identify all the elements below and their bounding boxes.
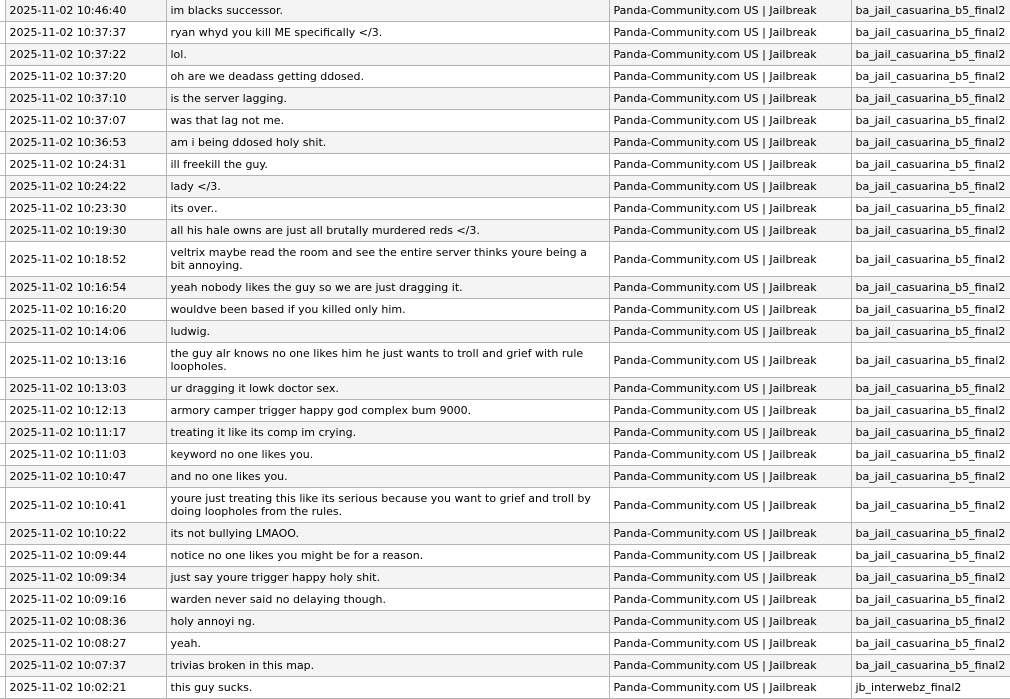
timestamp-cell: 2025-11-02 10:14:06 [5, 321, 166, 343]
timestamp-cell: 2025-11-02 10:09:16 [5, 589, 166, 611]
map-name-cell: ba_jail_casuarina_b5_final2 [851, 44, 1010, 66]
message-cell: ryan whyd you kill ME specifically </3. [166, 22, 609, 44]
map-name-cell: ba_jail_casuarina_b5_final2 [851, 176, 1010, 198]
table-row [0, 655, 1010, 677]
map-name-cell: ba_jail_casuarina_b5_final2 [851, 299, 1010, 321]
message-cell: notice no one likes you might be for a reason. [166, 545, 609, 567]
message-cell: treating it like its comp im crying. [166, 422, 609, 444]
map-name-cell: ba_jail_casuarina_b5_final2 [851, 88, 1010, 110]
table-row [0, 466, 1010, 488]
timestamp-cell: 2025-11-02 10:37:10 [5, 88, 166, 110]
timestamp-cell: 2025-11-02 10:13:03 [5, 378, 166, 400]
message-cell: all his hale owns are just all brutally murdered reds </3. [166, 220, 609, 242]
table-row [0, 220, 1010, 242]
map-name-cell: ba_jail_casuarina_b5_final2 [851, 242, 1010, 277]
message-cell: yeah. [166, 633, 609, 655]
timestamp-cell: 2025-11-02 10:16:20 [5, 299, 166, 321]
server-name-cell: Panda-Community.com US | Jailbreak [609, 567, 851, 589]
map-name-cell: ba_jail_casuarina_b5_final2 [851, 523, 1010, 545]
timestamp-cell: 2025-11-02 10:11:17 [5, 422, 166, 444]
timestamp-cell: 2025-11-02 10:16:54 [5, 277, 166, 299]
message-cell: veltrix maybe read the room and see the entire server thinks youre being a bit annoying. [166, 242, 609, 277]
server-name-cell: Panda-Community.com US | Jailbreak [609, 88, 851, 110]
timestamp-cell: 2025-11-02 10:09:34 [5, 567, 166, 589]
message-cell: its over.. [166, 198, 609, 220]
map-name-cell: ba_jail_casuarina_b5_final2 [851, 378, 1010, 400]
message-cell: ludwig. [166, 321, 609, 343]
timestamp-cell: 2025-11-02 10:10:22 [5, 523, 166, 545]
server-name-cell: Panda-Community.com US | Jailbreak [609, 154, 851, 176]
server-name-cell: Panda-Community.com US | Jailbreak [609, 545, 851, 567]
timestamp-cell: 2025-11-02 10:37:07 [5, 110, 166, 132]
server-name-cell: Panda-Community.com US | Jailbreak [609, 466, 851, 488]
map-name-cell: ba_jail_casuarina_b5_final2 [851, 277, 1010, 299]
table-row [0, 110, 1010, 132]
table-row [0, 523, 1010, 545]
map-name-cell: ba_jail_casuarina_b5_final2 [851, 422, 1010, 444]
map-name-cell: ba_jail_casuarina_b5_final2 [851, 110, 1010, 132]
message-cell: lady </3. [166, 176, 609, 198]
message-cell: holy annoyi ng. [166, 611, 609, 633]
map-name-cell: ba_jail_casuarina_b5_final2 [851, 400, 1010, 422]
map-name-cell: ba_jail_casuarina_b5_final2 [851, 611, 1010, 633]
timestamp-cell: 2025-11-02 10:02:21 [5, 677, 166, 699]
table-row [0, 422, 1010, 444]
table-row [0, 0, 1010, 22]
table-row [0, 633, 1010, 655]
message-cell: is the server lagging. [166, 88, 609, 110]
map-name-cell: ba_jail_casuarina_b5_final2 [851, 567, 1010, 589]
server-name-cell: Panda-Community.com US | Jailbreak [609, 176, 851, 198]
map-name-cell: ba_jail_casuarina_b5_final2 [851, 66, 1010, 88]
timestamp-cell: 2025-11-02 10:37:37 [5, 22, 166, 44]
message-cell: lol. [166, 44, 609, 66]
message-cell: ur dragging it lowk doctor sex. [166, 378, 609, 400]
map-name-cell: ba_jail_casuarina_b5_final2 [851, 132, 1010, 154]
timestamp-cell: 2025-11-02 10:37:22 [5, 44, 166, 66]
timestamp-cell: 2025-11-02 10:09:44 [5, 545, 166, 567]
server-name-cell: Panda-Community.com US | Jailbreak [609, 677, 851, 699]
timestamp-cell: 2025-11-02 10:08:27 [5, 633, 166, 655]
map-name-cell: ba_jail_casuarina_b5_final2 [851, 633, 1010, 655]
server-name-cell: Panda-Community.com US | Jailbreak [609, 132, 851, 154]
message-cell: the guy alr knows no one likes him he just wants to troll and grief with rule loopholes. [166, 343, 609, 378]
timestamp-cell: 2025-11-02 10:10:47 [5, 466, 166, 488]
server-name-cell: Panda-Community.com US | Jailbreak [609, 611, 851, 633]
server-name-cell: Panda-Community.com US | Jailbreak [609, 589, 851, 611]
table-row [0, 567, 1010, 589]
table-row [0, 545, 1010, 567]
table-row [0, 132, 1010, 154]
map-name-cell: ba_jail_casuarina_b5_final2 [851, 488, 1010, 523]
map-name-cell: jb_interwebz_final2 [851, 677, 1010, 699]
table-row [0, 277, 1010, 299]
message-cell: am i being ddosed holy shit. [166, 132, 609, 154]
message-cell: yeah nobody likes the guy so we are just dragging it. [166, 277, 609, 299]
table-row [0, 321, 1010, 343]
map-name-cell: ba_jail_casuarina_b5_final2 [851, 444, 1010, 466]
timestamp-cell: 2025-11-02 10:37:20 [5, 66, 166, 88]
server-name-cell: Panda-Community.com US | Jailbreak [609, 0, 851, 22]
table-row [0, 66, 1010, 88]
message-cell: was that lag not me. [166, 110, 609, 132]
server-name-cell: Panda-Community.com US | Jailbreak [609, 343, 851, 378]
table-row [0, 488, 1010, 523]
timestamp-cell: 2025-11-02 10:23:30 [5, 198, 166, 220]
server-name-cell: Panda-Community.com US | Jailbreak [609, 321, 851, 343]
timestamp-cell: 2025-11-02 10:19:30 [5, 220, 166, 242]
map-name-cell: ba_jail_casuarina_b5_final2 [851, 321, 1010, 343]
table-row [0, 88, 1010, 110]
table-row [0, 154, 1010, 176]
message-cell: its not bullying LMAOO. [166, 523, 609, 545]
timestamp-cell: 2025-11-02 10:24:31 [5, 154, 166, 176]
message-cell: trivias broken in this map. [166, 655, 609, 677]
message-cell: warden never said no delaying though. [166, 589, 609, 611]
message-cell: this guy sucks. [166, 677, 609, 699]
table-row [0, 343, 1010, 378]
timestamp-cell: 2025-11-02 10:11:03 [5, 444, 166, 466]
table-row [0, 589, 1010, 611]
message-cell: just say youre trigger happy holy shit. [166, 567, 609, 589]
map-name-cell: ba_jail_casuarina_b5_final2 [851, 154, 1010, 176]
timestamp-cell: 2025-11-02 10:36:53 [5, 132, 166, 154]
table-row [0, 176, 1010, 198]
server-name-cell: Panda-Community.com US | Jailbreak [609, 220, 851, 242]
message-cell: youre just treating this like its serious because you want to grief and troll by doing loopholes from the rules. [166, 488, 609, 523]
map-name-cell: ba_jail_casuarina_b5_final2 [851, 655, 1010, 677]
message-cell: keyword no one likes you. [166, 444, 609, 466]
message-cell: oh are we deadass getting ddosed. [166, 66, 609, 88]
server-name-cell: Panda-Community.com US | Jailbreak [609, 66, 851, 88]
map-name-cell: ba_jail_casuarina_b5_final2 [851, 22, 1010, 44]
timestamp-cell: 2025-11-02 10:13:16 [5, 343, 166, 378]
map-name-cell: ba_jail_casuarina_b5_final2 [851, 343, 1010, 378]
table-row [0, 677, 1010, 699]
timestamp-cell: 2025-11-02 10:24:22 [5, 176, 166, 198]
server-name-cell: Panda-Community.com US | Jailbreak [609, 523, 851, 545]
timestamp-cell: 2025-11-02 10:10:41 [5, 488, 166, 523]
table-row [0, 44, 1010, 66]
table-row [0, 198, 1010, 220]
server-name-cell: Panda-Community.com US | Jailbreak [609, 22, 851, 44]
message-cell: im blacks successor. [166, 0, 609, 22]
map-name-cell: ba_jail_casuarina_b5_final2 [851, 198, 1010, 220]
table-row [0, 444, 1010, 466]
table-row [0, 242, 1010, 277]
server-name-cell: Panda-Community.com US | Jailbreak [609, 655, 851, 677]
map-name-cell: ba_jail_casuarina_b5_final2 [851, 0, 1010, 22]
map-name-cell: ba_jail_casuarina_b5_final2 [851, 545, 1010, 567]
map-name-cell: ba_jail_casuarina_b5_final2 [851, 589, 1010, 611]
server-name-cell: Panda-Community.com US | Jailbreak [609, 488, 851, 523]
server-name-cell: Panda-Community.com US | Jailbreak [609, 198, 851, 220]
map-name-cell: ba_jail_casuarina_b5_final2 [851, 220, 1010, 242]
message-cell: wouldve been based if you killed only him. [166, 299, 609, 321]
map-name-cell: ba_jail_casuarina_b5_final2 [851, 466, 1010, 488]
table-row [0, 378, 1010, 400]
message-cell: armory camper trigger happy god complex bum 9000. [166, 400, 609, 422]
server-name-cell: Panda-Community.com US | Jailbreak [609, 299, 851, 321]
table-row [0, 299, 1010, 321]
server-name-cell: Panda-Community.com US | Jailbreak [609, 44, 851, 66]
message-cell: ill freekill the guy. [166, 154, 609, 176]
table-row [0, 611, 1010, 633]
server-name-cell: Panda-Community.com US | Jailbreak [609, 400, 851, 422]
server-name-cell: Panda-Community.com US | Jailbreak [609, 277, 851, 299]
timestamp-cell: 2025-11-02 10:46:40 [5, 0, 166, 22]
server-name-cell: Panda-Community.com US | Jailbreak [609, 633, 851, 655]
server-name-cell: Panda-Community.com US | Jailbreak [609, 422, 851, 444]
timestamp-cell: 2025-11-02 10:08:36 [5, 611, 166, 633]
server-name-cell: Panda-Community.com US | Jailbreak [609, 242, 851, 277]
timestamp-cell: 2025-11-02 10:07:37 [5, 655, 166, 677]
table-row [0, 22, 1010, 44]
timestamp-cell: 2025-11-02 10:18:52 [5, 242, 166, 277]
table-row [0, 400, 1010, 422]
timestamp-cell: 2025-11-02 10:12:13 [5, 400, 166, 422]
server-name-cell: Panda-Community.com US | Jailbreak [609, 110, 851, 132]
message-cell: and no one likes you. [166, 466, 609, 488]
server-name-cell: Panda-Community.com US | Jailbreak [609, 378, 851, 400]
server-name-cell: Panda-Community.com US | Jailbreak [609, 444, 851, 466]
